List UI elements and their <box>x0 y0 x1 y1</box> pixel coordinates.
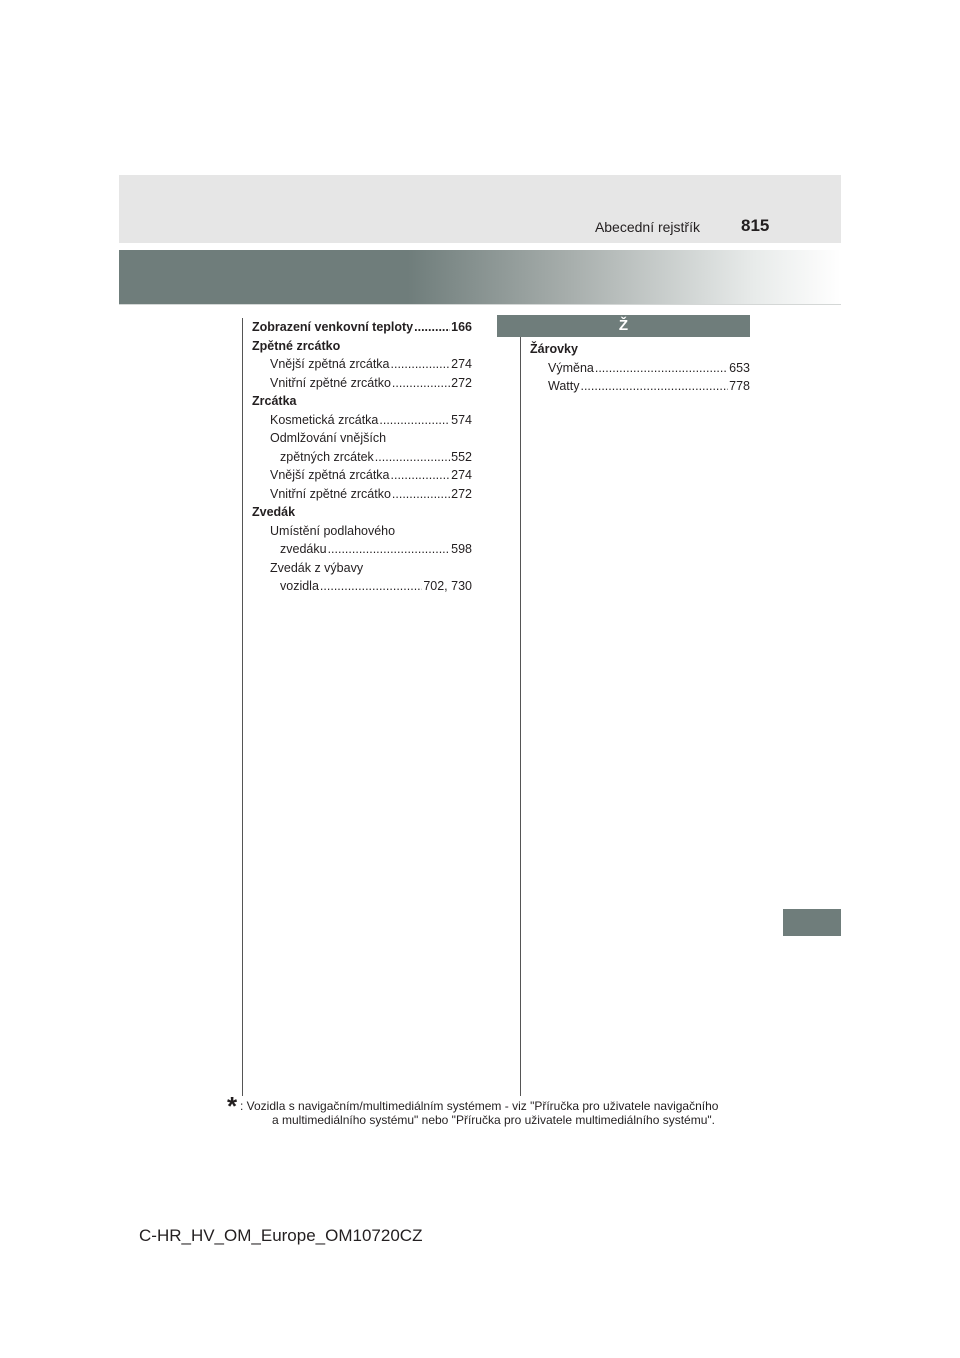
index-entry <box>252 466 472 485</box>
index-entry-text: Kosmetická zrcátka <box>270 412 379 427</box>
index-entry-text: Zvedák z výbavy <box>270 560 364 575</box>
letter-header: Ž <box>497 315 750 337</box>
index-entry-page: 552 <box>451 449 472 464</box>
index-entry-page: 274 <box>451 357 472 371</box>
footnote-marker: * <box>227 1091 238 1121</box>
header-rule <box>119 304 841 305</box>
index-entry <box>530 359 750 378</box>
index-entry-page: 274 <box>451 468 472 482</box>
dot-leader <box>580 377 728 396</box>
chapter-gradient-bar <box>119 250 841 304</box>
middle-column-divider <box>520 318 521 1096</box>
index-entry-text: Umístění podlahového <box>270 523 396 538</box>
index-entry-text: Výměna <box>548 360 594 375</box>
header-band <box>119 175 841 243</box>
dot-leader <box>379 411 450 430</box>
index-entry <box>252 522 472 541</box>
index-entry <box>252 374 472 393</box>
index-entry-text: Žárovky <box>530 342 578 356</box>
index-entry <box>252 355 472 374</box>
index-entry <box>252 318 472 337</box>
index-entry-text: zpětných zrcátek <box>280 449 374 464</box>
dot-leader <box>391 355 451 374</box>
dot-leader <box>414 318 450 337</box>
index-entry-text: Zrcátka <box>252 394 297 408</box>
index-entry-page: 166 <box>451 320 472 334</box>
index-entry-text: Zobrazení venkovní teploty <box>252 320 414 334</box>
index-entry-page: 702, 730 <box>423 579 472 593</box>
index-entry <box>252 337 472 356</box>
index-entry-page: 653 <box>729 360 750 375</box>
footnote-line-1: : Vozidla s navigačním/multimediálním systémem - viz "Příručka pro uživatele navigačního <box>240 1099 719 1113</box>
index-entry-page: 272 <box>451 375 472 390</box>
dot-leader <box>375 448 450 467</box>
index-entry-text: Vnější zpětná zrcátka <box>270 357 390 371</box>
index-entry <box>252 485 472 504</box>
index-column-right <box>530 340 750 396</box>
index-entry-page: 598 <box>451 542 472 556</box>
index-entry-text: Odmlžování vnějších <box>270 431 387 445</box>
dot-leader <box>320 577 422 596</box>
index-entry-text: zvedáku <box>280 542 327 556</box>
chapter-side-tab <box>783 909 841 936</box>
index-entry-text: Vnitřní zpětné zrcátko <box>270 486 391 501</box>
dot-leader <box>328 540 451 559</box>
index-entry <box>252 540 472 559</box>
left-column-divider <box>242 318 243 1096</box>
index-entry-page: 778 <box>729 379 750 393</box>
index-entry-text: Zvedák <box>252 505 296 519</box>
page-number: 815 <box>741 216 770 235</box>
index-column-left <box>252 318 472 596</box>
index-entry-text: Vnitřní zpětné zrcátko <box>270 375 391 390</box>
index-entry <box>252 448 472 467</box>
index-entry <box>252 577 472 596</box>
index-entry <box>530 377 750 396</box>
index-entry-page: 272 <box>451 486 472 501</box>
index-entry <box>252 429 472 448</box>
index-entry-text: Watty <box>548 379 580 393</box>
dot-leader <box>595 359 728 378</box>
index-entry <box>252 503 472 522</box>
dot-leader <box>392 485 450 504</box>
index-entry-text: vozidla <box>280 579 319 593</box>
footnote-line-2: a multimediálního systému" nebo "Příručka pro uživatele multimediálního systému". <box>272 1113 715 1127</box>
index-entry <box>252 411 472 430</box>
index-entry-page: 574 <box>451 412 472 427</box>
index-entry <box>252 559 472 578</box>
index-entry <box>252 392 472 411</box>
index-entry-text: Vnější zpětná zrcátka <box>270 468 390 482</box>
document-id: C-HR_HV_OM_Europe_OM10720CZ <box>139 1226 423 1245</box>
index-entry-text: Zpětné zrcátko <box>252 338 341 353</box>
section-title: Abecední rejstřík <box>594 219 700 235</box>
dot-leader <box>391 466 451 485</box>
dot-leader <box>392 374 450 393</box>
index-entry <box>530 340 750 359</box>
